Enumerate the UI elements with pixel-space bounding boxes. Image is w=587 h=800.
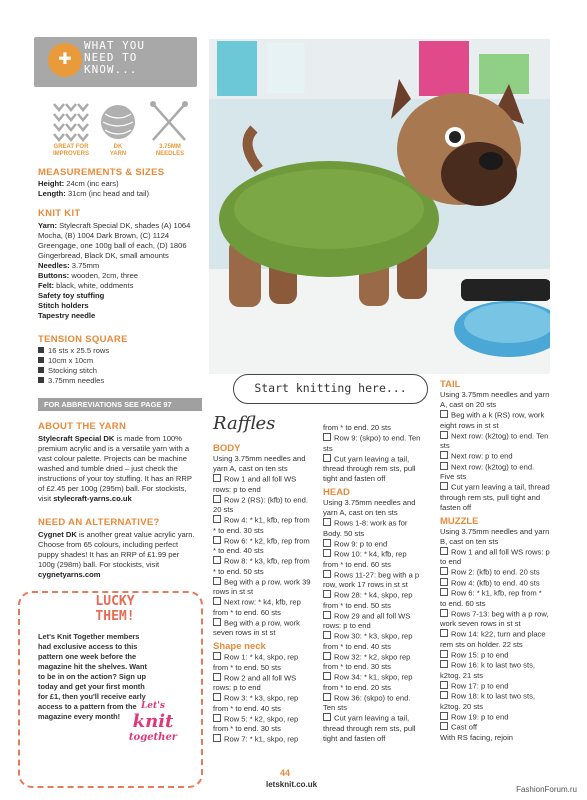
pattern-step[interactable]: Cut yarn leaving a tail, thread through rem sts, pull tight and fasten off [323, 454, 416, 483]
pattern-step[interactable]: Row 17: p to end [440, 681, 550, 692]
checkbox-icon[interactable] [323, 570, 331, 578]
pattern-column-1 [213, 440, 313, 745]
checkbox-icon[interactable] [440, 431, 448, 439]
checkbox-icon[interactable] [323, 539, 331, 547]
checkbox-icon[interactable] [213, 515, 221, 523]
abbreviations-bar: FOR ABBREVIATIONS SEE PAGE 97 [38, 398, 202, 411]
pattern-step[interactable]: Next row: * k4, kfb, rep from * to end. 60 sts [213, 597, 301, 617]
about-yarn-text: Stylecraft Special DK is made from 100% premium acrylic and is a versatile yarn with a vast colour palette. Projects can be machine washed and tumble dried – just check the instructions of your toy stuffing. It has an RRP of £2.45 per 100g (295m) ball. For stockists, visit stylecraft-yarns.co.uk [38, 434, 192, 503]
knitted-dog-photo [209, 39, 550, 374]
pattern-text: With RS facing, rejoin [440, 732, 514, 742]
checkbox-icon[interactable] [213, 597, 221, 605]
checkbox-icon[interactable] [213, 714, 221, 722]
pattern-step[interactable]: Rows 11-27: beg with a p row, work 17 rows in st st [323, 570, 420, 589]
checkbox-icon[interactable] [213, 577, 221, 585]
dk-yarn-caption: DK YARN [109, 144, 127, 157]
section-heading: TAIL [440, 379, 461, 390]
pattern-column-3 [440, 376, 550, 743]
pattern-text: from * to end. 20 sts [323, 423, 391, 432]
watermark: FashionForum.ru [516, 785, 577, 794]
pattern-step[interactable]: Row 18: k to last two sts, k2tog. 20 sts [440, 691, 535, 711]
pattern-step[interactable]: Row 2 (RS): (kfb) to end. 20 sts [213, 495, 308, 514]
checkbox-icon[interactable] [213, 495, 221, 503]
section-heading: MUZZLE [440, 515, 479, 527]
pattern-step[interactable]: Row 19: p to end [440, 712, 550, 723]
pattern-step[interactable]: Row 36: (skpo) to end. Ten sts [323, 693, 411, 712]
pattern-step[interactable]: Beg with a p row, work 39 rows in st st [213, 577, 311, 596]
about-yarn-heading: ABOUT THE YARN [38, 421, 127, 432]
checkbox-icon[interactable] [440, 410, 448, 418]
lucky-them-text: Let's Knit Together members had exclusive access to this pattern one week before the magazine hit the shelves. Want to be in on the action? Sign up today and get your first month for £1, then you'll receive early access to a pattern from the magazine every month! [38, 632, 147, 721]
pattern-step[interactable]: Row 3: * k3, skpo, rep from * to end. 40 sts [213, 693, 299, 713]
pattern-step[interactable]: Row 8: * k3, kfb, rep from * to end. 50 sts [213, 556, 310, 576]
pattern-step[interactable]: Row 28: * k4, skpo, rep from * to end. 50 sts [323, 590, 413, 610]
checkbox-icon[interactable] [213, 734, 221, 742]
checkbox-icon[interactable] [440, 722, 448, 730]
pattern-step[interactable]: Row 4: * k1, kfb, rep from * to end. 30 sts [213, 515, 310, 535]
checkbox-icon[interactable] [440, 660, 448, 668]
checkbox-icon[interactable] [440, 681, 448, 689]
start-knitting-banner: Start knitting here... [233, 374, 428, 404]
knit-swatch-icon [46, 100, 96, 142]
checkbox-icon[interactable] [440, 588, 448, 596]
pattern-step[interactable]: Rows 1-8: work as for Body. 50 sts [323, 518, 408, 538]
checkbox-icon[interactable] [213, 536, 221, 544]
pattern-text: Using 3.75mm needles and yarn A, cast on 20 sts [440, 390, 550, 409]
lucky-them-title: LUCKY THEM! [95, 594, 135, 624]
footer-url[interactable]: letsknit.co.uk [266, 780, 318, 789]
pattern-step[interactable]: Beg with a k (RS) row, work eight rows in st st [440, 410, 545, 430]
checkbox-icon[interactable] [440, 578, 448, 586]
pattern-step[interactable]: Row 1 and all foll WS rows: p to end [213, 474, 297, 494]
pattern-step[interactable]: Cut yarn leaving a tail, thread through rem sts, pull tight and fasten off [440, 482, 550, 512]
section-heading: HEAD [323, 487, 350, 498]
checkbox-icon[interactable] [213, 673, 221, 681]
pattern-text: Using 3.75mm needles and yarn A, cast on ten sts [213, 454, 306, 473]
needles-icon [145, 100, 195, 142]
pattern-step[interactable]: Row 9: p to end [323, 539, 423, 550]
checkbox-icon[interactable] [323, 433, 331, 441]
measurements-text: Height: 24cm (inc ears) Length: 31cm (inc head and tail) [38, 179, 149, 198]
pattern-column-2 [323, 423, 423, 744]
checkbox-icon[interactable] [440, 609, 448, 617]
yarn-ball-icon [93, 100, 143, 142]
checkbox-icon[interactable] [440, 567, 448, 575]
pattern-step[interactable]: Cut yarn leaving a tail, thread through rem sts, pull tight and fasten off [323, 713, 416, 743]
checkbox-icon[interactable] [440, 482, 448, 490]
checkbox-icon[interactable] [213, 556, 221, 564]
checkbox-icon[interactable] [440, 547, 448, 555]
pattern-step[interactable]: Row 4: (kfb) to end. 40 sts [440, 578, 550, 589]
checkbox-icon[interactable] [213, 652, 221, 660]
alternative-heading: NEED AN ALTERNATIVE? [38, 517, 160, 528]
measurements-heading: MEASUREMENTS & SIZES [38, 167, 165, 178]
checkbox-icon[interactable] [213, 618, 221, 626]
tension-heading: TENSION SQUARE [38, 334, 128, 345]
pattern-step[interactable]: Row 6: * k1, kfb, rep from * to end. 60 sts [440, 588, 542, 608]
checkbox-icon[interactable] [440, 451, 448, 459]
pattern-step[interactable]: Row 6: * k2, kfb, rep from * to end. 40 sts [213, 536, 310, 555]
pattern-step[interactable]: Row 32: * k2, skpo rep from * to end. 30 sts [323, 652, 411, 671]
pattern-step[interactable]: Row 1: * k4, skpo, rep from * to end. 50 sts [213, 652, 299, 672]
checkbox-icon[interactable] [323, 518, 331, 526]
checkbox-icon[interactable] [213, 474, 221, 482]
needles-caption: 3.75MM NEEDLES [155, 144, 185, 157]
knit-kit-list: Yarn: Stylecraft Special DK, shades (A) 1064 Mocha, (B) 1004 Dark Brown, (C) 1124 Greengage, one 100g ball of each, (D) 1806 Gingerbread, Black DK, small amounts Needles: 3.75mm Buttons: wooden, 2cm, three Felt: black, white, oddments Safety toy stuffing Stitch holders Tapestry needle [38, 221, 191, 320]
pattern-step[interactable]: Next row: (k2tog) to end. Five sts [440, 462, 535, 481]
pattern-step[interactable]: Row 14: k22, turn and place rem sts on holder. 22 sts [440, 629, 546, 649]
pattern-step[interactable]: Row 29 and all foll WS rows: p to end [323, 611, 411, 630]
button-icon: ✚ [48, 43, 82, 77]
checkbox-icon[interactable] [440, 629, 448, 637]
pattern-step[interactable]: Next row: p to end [440, 451, 550, 462]
checkbox-icon[interactable] [323, 590, 331, 598]
pattern-step[interactable]: Cast off [440, 722, 550, 733]
checkbox-icon[interactable] [323, 454, 331, 462]
pattern-step[interactable]: Row 7: * k1, skpo, rep [213, 734, 313, 745]
checkbox-icon[interactable] [440, 462, 448, 470]
checkbox-icon[interactable] [213, 693, 221, 701]
page-number: 44 [280, 768, 291, 778]
checkbox-icon[interactable] [323, 549, 331, 557]
pattern-step[interactable]: Rows 7-13: beg with a p row, work seven rows in st st [440, 609, 549, 628]
pattern-step[interactable]: Row 2: (kfb) to end. 20 sts [440, 567, 550, 578]
checkbox-icon[interactable] [323, 672, 331, 680]
checkbox-icon[interactable] [323, 631, 331, 639]
tension-list: 16 sts x 25.5 rows 10cm x 10cm Stocking stitch 3.75mm needles [38, 346, 109, 386]
pattern-step[interactable]: Row 9: (skpo) to end. Ten sts [323, 433, 421, 453]
pattern-step[interactable]: Row 2 and all foll WS rows: p to end [213, 673, 297, 692]
cygnet-link[interactable]: cygnetyarns.com [38, 570, 101, 579]
pattern-step[interactable]: Row 10: * k4, kfb, rep from * to end. 60 sts [323, 549, 407, 569]
pattern-step[interactable]: Row 1 and all foll WS rows: p to end [440, 547, 550, 566]
pattern-step[interactable]: Row 30: * k3, skpo, rep from * to end. 40 sts [323, 631, 413, 651]
checkbox-icon[interactable] [440, 691, 448, 699]
checkbox-icon[interactable] [323, 652, 331, 660]
pattern-title: Raffles [213, 413, 276, 434]
pattern-step[interactable]: Row 5: * k2, skpo, rep from * to end. 30 sts [213, 714, 299, 733]
pattern-text: Using 3.75mm needles and yarn A, cast on ten sts [323, 498, 416, 517]
alternative-text: Cygnet DK is another great value acrylic yarn. Choose from 65 colours, including perfect puppy shades! It has an RRP of £1.99 per 100g (298m) ball. For stockists, visit cygnetyarns.com [38, 530, 195, 579]
checkbox-icon[interactable] [323, 713, 331, 721]
pattern-step[interactable]: Beg with a p row, work seven rows in st st [213, 618, 300, 637]
pattern-step[interactable]: Row 16: k to last two sts, k2tog. 21 sts [440, 660, 535, 680]
checkbox-icon[interactable] [323, 611, 331, 619]
checkbox-icon[interactable] [323, 693, 331, 701]
pattern-step[interactable]: Row 34: * k1, skpo, rep from * to end. 20 sts [323, 672, 413, 692]
section-heading: Shape neck [213, 641, 266, 652]
knit-kit-heading: KNIT KIT [38, 208, 81, 219]
great-for-improvers-caption: GREAT FOR IMPROVERS [52, 144, 89, 157]
stylecraft-link[interactable]: stylecraft-yarns.co.uk [53, 494, 132, 503]
section-heading: BODY [213, 443, 241, 454]
pattern-step[interactable]: Row 15: p to end [440, 650, 550, 661]
checkbox-icon[interactable] [440, 650, 448, 658]
checkbox-icon[interactable] [440, 712, 448, 720]
pattern-text: Using 3.75mm needles and yarn B, cast on ten sts [440, 526, 550, 546]
lets-knit-together-logo: Let's knit together [128, 701, 178, 743]
pattern-step[interactable]: Next row: (k2tog) to end. Ten sts [440, 431, 549, 450]
what-you-need-title: WHAT YOU NEED TO KNOW... [84, 39, 145, 76]
